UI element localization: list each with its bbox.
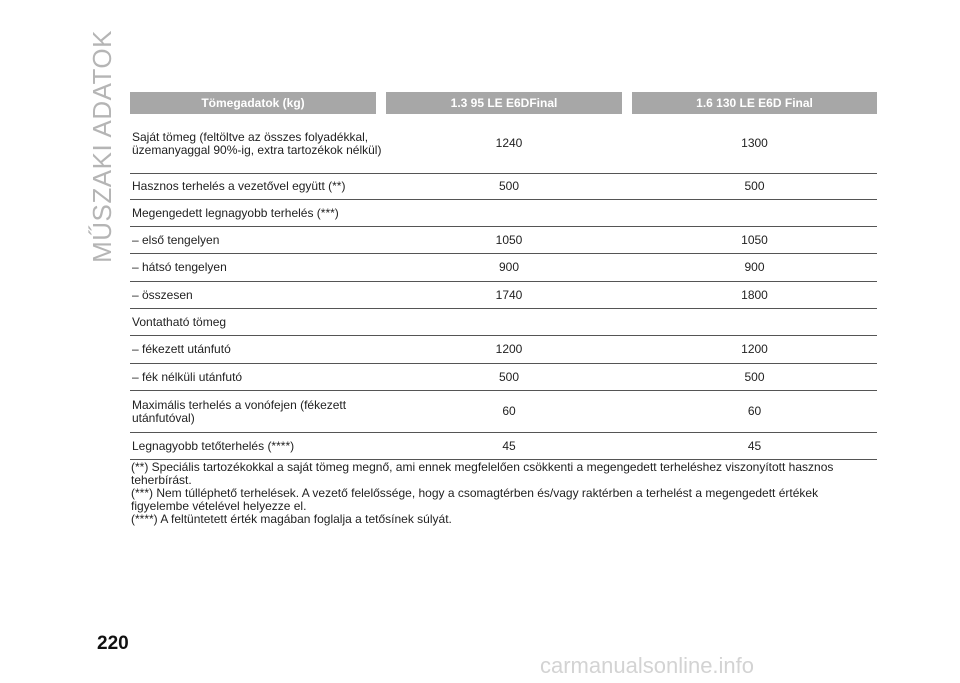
row-value-1-3: 500 bbox=[498, 179, 520, 193]
header-engine-1-6: 1.6 130 LE E6D Final bbox=[632, 92, 877, 114]
table-row bbox=[130, 174, 877, 200]
table-row bbox=[130, 391, 877, 433]
row-value-1-6: 500 bbox=[744, 369, 765, 384]
row-value-1-6: 1800 bbox=[741, 287, 768, 302]
footnote-permitted-load: (***) Nem túlléphető terhelések. A vezető felelőssége, hogy a csomagtérben és/vagy raktérben a terhelést a megengedett értékek figyelembe vételével helyezze el. bbox=[131, 486, 819, 513]
row-value-1-3: 1740 bbox=[495, 287, 523, 302]
weights-table bbox=[130, 92, 877, 460]
table-row bbox=[130, 364, 877, 391]
watermark: carmanualsonline.info bbox=[540, 653, 755, 678]
footnotes bbox=[131, 461, 877, 526]
section-title-text: MŰSZAKI ADATOK bbox=[86, 29, 117, 263]
header-engine-1-3: 1.3 95 LE E6DFinal bbox=[386, 92, 622, 114]
row-label: – fékezett utánfutó bbox=[132, 342, 231, 356]
table-row bbox=[130, 309, 877, 336]
row-value-1-6: 1300 bbox=[741, 136, 768, 150]
row-label: Megengedett legnagyobb terhelés (***) bbox=[132, 205, 339, 220]
table-row bbox=[130, 254, 877, 282]
page-number: 220 bbox=[97, 633, 129, 654]
row-value-1-3: 1050 bbox=[495, 232, 523, 247]
row-value-1-3: 60 bbox=[502, 404, 516, 418]
table-row bbox=[130, 282, 877, 309]
row-value-1-3: 500 bbox=[498, 369, 520, 384]
row-label: – fék nélküli utánfutó bbox=[132, 369, 243, 384]
row-label: – első tengelyen bbox=[132, 232, 220, 247]
table-row bbox=[130, 336, 877, 364]
table-row bbox=[130, 433, 877, 460]
row-label: – összesen bbox=[132, 287, 193, 302]
footnote-payload: (**) Speciális tartozékokkal a saját tömeg megnő, ami ennek megfelelően csökkenti a megengedett terheléshez viszonyított hasznos teherbírást. bbox=[131, 460, 834, 487]
table-row bbox=[130, 114, 877, 174]
row-value-1-3: 900 bbox=[498, 260, 520, 274]
header-weights: Tömegadatok (kg) bbox=[130, 92, 376, 114]
row-label: Vontatható tömeg bbox=[132, 314, 227, 329]
row-label: Legnagyobb tetőterhelés (****) bbox=[132, 438, 295, 453]
row-value-1-3: 1200 bbox=[495, 342, 523, 356]
table-row bbox=[130, 227, 877, 254]
table-row bbox=[130, 200, 877, 227]
section-title-vertical bbox=[84, 29, 120, 263]
row-label: Maximális terhelés a vonófejen (fékezett utánfutóval) bbox=[132, 397, 347, 425]
row-value-1-6: 60 bbox=[747, 404, 762, 418]
row-value-1-6: 900 bbox=[744, 260, 765, 274]
row-value-1-6: 500 bbox=[744, 179, 765, 193]
row-label: – hátsó tengelyen bbox=[132, 260, 227, 274]
row-value-1-3: 1240 bbox=[495, 136, 523, 150]
row-value-1-3: 45 bbox=[502, 438, 516, 453]
row-label: Hasznos terhelés a vezetővel együtt (**) bbox=[132, 179, 346, 193]
row-label: Saját tömeg (feltöltve az összes folyadékkal, üzemanyaggal 90%-ig, extra tartozékok nélkül) bbox=[132, 129, 382, 157]
row-value-1-6: 1050 bbox=[741, 232, 768, 247]
footnote-roof-load: (****) A feltüntetett érték magában foglalja a tetősínek súlyát. bbox=[131, 512, 452, 526]
row-value-1-6: 45 bbox=[747, 438, 762, 453]
row-value-1-6: 1200 bbox=[741, 342, 768, 356]
table-header bbox=[130, 92, 877, 114]
